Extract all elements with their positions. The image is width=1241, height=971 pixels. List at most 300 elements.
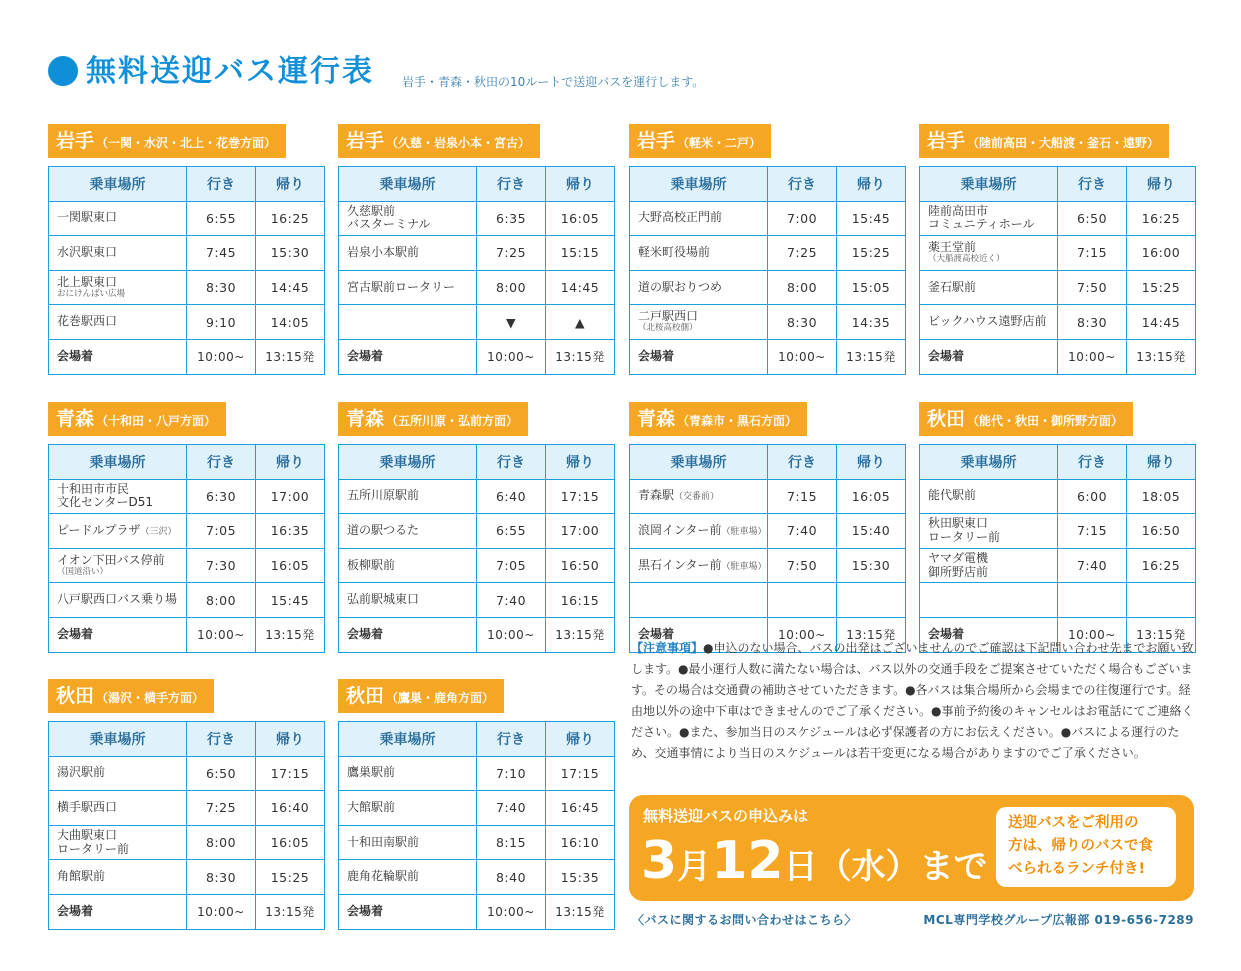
timetable bbox=[48, 166, 325, 375]
stop-name: ヤマダ電機 bbox=[928, 550, 989, 565]
departure-time: 8:30 bbox=[768, 305, 837, 340]
timetable-row bbox=[339, 583, 615, 618]
up-arrow-icon: ▲ bbox=[546, 305, 615, 340]
header-go: 行き bbox=[1058, 445, 1127, 480]
route-block bbox=[48, 402, 324, 643]
departure-time: 6:50 bbox=[1058, 201, 1127, 236]
route-tag bbox=[919, 124, 1169, 158]
departure-time: 6:30 bbox=[187, 479, 256, 514]
return-time: 14:45 bbox=[1127, 305, 1196, 340]
timetable-header-row bbox=[630, 167, 906, 202]
stop-name: ビックハウス遠野店前 bbox=[928, 314, 1047, 329]
route-area: （青森市・黒石方面） bbox=[677, 414, 798, 428]
route-prefecture: 岩手 bbox=[927, 130, 966, 152]
header-back: 帰り bbox=[256, 167, 325, 202]
stop-inline-note: （駐車場） bbox=[721, 527, 767, 538]
route-prefecture: 岩手 bbox=[56, 130, 95, 152]
arrival-time: 10:00~ bbox=[477, 339, 546, 374]
return-time: 15:30 bbox=[837, 548, 906, 583]
departure-time: 7:15 bbox=[1058, 514, 1127, 549]
stop-cell bbox=[49, 270, 187, 305]
stop-name: 水沢駅東口 bbox=[57, 245, 118, 260]
return-time: 16:50 bbox=[1127, 514, 1196, 549]
stop-cell bbox=[630, 514, 768, 549]
return-time: 14:45 bbox=[546, 270, 615, 305]
timetable-row bbox=[920, 305, 1196, 340]
departure-time: 7:05 bbox=[187, 514, 256, 549]
arrival-label: 会場着 bbox=[339, 617, 477, 652]
route-tag bbox=[338, 402, 528, 436]
timetable-row bbox=[339, 270, 615, 305]
route-block bbox=[919, 402, 1195, 643]
header-go: 行き bbox=[187, 445, 256, 480]
stop-cell bbox=[339, 236, 477, 271]
stop-cell bbox=[630, 270, 768, 305]
arrival-label: 会場着 bbox=[49, 339, 187, 374]
arrival-time: 10:00~ bbox=[187, 894, 256, 929]
stop-cell bbox=[339, 270, 477, 305]
stop-cell bbox=[49, 825, 187, 860]
header-back: 帰り bbox=[256, 445, 325, 480]
stop-cell bbox=[49, 305, 187, 340]
route-prefecture: 秋田 bbox=[346, 685, 385, 707]
stop-name: 能代駅前 bbox=[928, 488, 977, 503]
return-time: 16:05 bbox=[256, 548, 325, 583]
stop-cell bbox=[630, 479, 768, 514]
header-stop: 乗車場所 bbox=[630, 445, 768, 480]
departure-time: 7:15 bbox=[1058, 236, 1127, 271]
arrival-label: 会場着 bbox=[630, 339, 768, 374]
header-stop: 乗車場所 bbox=[339, 722, 477, 757]
departure-time: 7:25 bbox=[768, 236, 837, 271]
stop-cell bbox=[339, 791, 477, 826]
departure-from-venue: 13:15発 bbox=[256, 894, 325, 929]
return-time: 14:05 bbox=[256, 305, 325, 340]
return-time: 16:50 bbox=[546, 548, 615, 583]
stop-name: 大館駅前 bbox=[347, 800, 396, 815]
return-time: 15:35 bbox=[546, 860, 615, 895]
return-time: 15:25 bbox=[837, 236, 906, 271]
route-prefecture: 秋田 bbox=[56, 685, 95, 707]
lunch-badge-line1: 送迎バスをご利用の bbox=[1008, 815, 1139, 831]
return-time: 16:00 bbox=[1127, 236, 1196, 271]
timetable bbox=[919, 166, 1196, 375]
route-area: （陸前高田・大船渡・釜石・遠野） bbox=[967, 136, 1160, 150]
contact-line bbox=[632, 911, 1194, 928]
header-stop: 乗車場所 bbox=[339, 445, 477, 480]
timetable-row bbox=[49, 583, 325, 618]
stop-cell bbox=[339, 479, 477, 514]
departure-from-venue: 13:15発 bbox=[1127, 339, 1196, 374]
arrival-label: 会場着 bbox=[339, 894, 477, 929]
route-area: （五所川原・弘前方面） bbox=[386, 414, 519, 428]
timetable-row bbox=[630, 270, 906, 305]
departure-from-venue: 13:15発 bbox=[546, 894, 615, 929]
departure-time: 8:30 bbox=[187, 270, 256, 305]
arrival-row bbox=[49, 339, 325, 374]
return-time: 15:40 bbox=[837, 514, 906, 549]
stop-name: 浪岡インター前 bbox=[638, 523, 722, 538]
header-stop: 乗車場所 bbox=[630, 167, 768, 202]
stop-cell bbox=[630, 236, 768, 271]
page-subtitle: 岩手・青森・秋田の10ルートで送迎バスを運行します。 bbox=[402, 75, 705, 89]
timetable-header-row bbox=[630, 445, 906, 480]
header-go: 行き bbox=[477, 167, 546, 202]
stop-cell bbox=[920, 305, 1058, 340]
timetable-row bbox=[920, 514, 1196, 549]
timetable-row bbox=[630, 514, 906, 549]
arrival-time: 10:00~ bbox=[187, 617, 256, 652]
deadline-day: 12 bbox=[711, 831, 784, 891]
arrival-time: 10:00~ bbox=[768, 617, 837, 652]
timetable-row bbox=[339, 756, 615, 791]
return-time: 16:05 bbox=[546, 201, 615, 236]
departure-time: 8:00 bbox=[187, 825, 256, 860]
stop-cell bbox=[49, 791, 187, 826]
return-time bbox=[837, 583, 906, 618]
timetable bbox=[338, 166, 615, 375]
return-time: 16:10 bbox=[546, 825, 615, 860]
header-stop: 乗車場所 bbox=[49, 445, 187, 480]
stop-cell bbox=[49, 201, 187, 236]
page-title: 無料送迎バス運行表 bbox=[86, 54, 374, 89]
stop-name: 宮古駅前ロータリー bbox=[347, 279, 456, 294]
stop-cell bbox=[339, 201, 477, 236]
departure-time: 7:50 bbox=[768, 548, 837, 583]
timetable-row bbox=[920, 270, 1196, 305]
stop-name: 板柳駅前 bbox=[347, 557, 396, 572]
departure-from-venue: 13:15発 bbox=[546, 339, 615, 374]
stop-name: 黒石インター前 bbox=[638, 557, 722, 572]
return-time: 16:40 bbox=[256, 791, 325, 826]
timetable-row bbox=[630, 479, 906, 514]
stop-cell bbox=[339, 825, 477, 860]
lunch-badge bbox=[996, 807, 1176, 887]
deadline-weekday: （水） bbox=[817, 847, 920, 887]
route-area: （久慈・岩泉小本・宮古） bbox=[386, 136, 531, 150]
stop-name: 北上駅東口 bbox=[57, 274, 118, 289]
departure-time: 8:30 bbox=[1058, 305, 1127, 340]
route-block bbox=[629, 402, 905, 643]
arrival-time: 10:00~ bbox=[768, 339, 837, 374]
stop-name: 一関駅東口 bbox=[57, 210, 118, 225]
stop-name: 久慈駅前 bbox=[347, 203, 396, 218]
timetable bbox=[48, 721, 325, 930]
deadline-day-unit: 日 bbox=[783, 847, 818, 887]
timetable-row bbox=[49, 236, 325, 271]
stop-name: 十和田市市民 bbox=[57, 481, 130, 496]
stop-note: （国道沿い） bbox=[57, 566, 109, 577]
route-block bbox=[48, 679, 324, 920]
timetable bbox=[629, 444, 906, 653]
stop-name: 五所川原駅前 bbox=[347, 488, 420, 503]
departure-time: 7:25 bbox=[477, 236, 546, 271]
return-time: 17:15 bbox=[256, 756, 325, 791]
route-tag bbox=[48, 124, 286, 158]
route-area: （十和田・八戸方面） bbox=[96, 414, 217, 428]
arrival-label: 会場着 bbox=[49, 617, 187, 652]
header-back: 帰り bbox=[1127, 167, 1196, 202]
stop-name: 岩泉小本駅前 bbox=[347, 245, 420, 260]
route-prefecture: 青森 bbox=[56, 408, 95, 430]
arrival-row bbox=[49, 617, 325, 652]
arrival-row bbox=[630, 339, 906, 374]
timetable-row bbox=[339, 236, 615, 271]
stop-cell bbox=[920, 514, 1058, 549]
header-stop: 乗車場所 bbox=[49, 722, 187, 757]
stop-inline-note: （駐車場） bbox=[721, 561, 767, 572]
return-time: 17:15 bbox=[546, 756, 615, 791]
return-time: 16:25 bbox=[256, 201, 325, 236]
route-tag bbox=[919, 402, 1133, 436]
timetable-row bbox=[339, 305, 615, 340]
lunch-badge-line3: べられるランチ付き! bbox=[1008, 861, 1146, 877]
timetable-row bbox=[49, 791, 325, 826]
departure-time: 8:00 bbox=[477, 270, 546, 305]
timetable bbox=[48, 444, 325, 653]
stop-cell bbox=[49, 514, 187, 549]
route-tag bbox=[48, 679, 214, 713]
route-block bbox=[338, 402, 614, 643]
stop-cell bbox=[49, 756, 187, 791]
timetable-header-row bbox=[339, 445, 615, 480]
timetable-row bbox=[920, 201, 1196, 236]
timetable-header-row bbox=[49, 445, 325, 480]
departure-time: 6:55 bbox=[477, 514, 546, 549]
stop-name: 横手駅西口 bbox=[57, 800, 118, 815]
header-back: 帰り bbox=[837, 167, 906, 202]
stop-cell bbox=[49, 583, 187, 618]
timetable-header-row bbox=[339, 167, 615, 202]
departure-time: 7:25 bbox=[187, 791, 256, 826]
header-go: 行き bbox=[1058, 167, 1127, 202]
route-prefecture: 秋田 bbox=[927, 408, 966, 430]
return-time: 15:45 bbox=[256, 583, 325, 618]
stop-name: 鷹巣駅前 bbox=[347, 765, 396, 780]
stop-note: おにけんばい広場 bbox=[57, 288, 126, 299]
stop-name: 青森駅 bbox=[638, 488, 675, 503]
stop-cell bbox=[630, 583, 768, 618]
return-time: 15:45 bbox=[837, 201, 906, 236]
stop-cell bbox=[920, 479, 1058, 514]
route-tag bbox=[338, 124, 540, 158]
departure-time: 7:40 bbox=[477, 791, 546, 826]
departure-from-venue: 13:15発 bbox=[256, 339, 325, 374]
stop-name: 角館駅前 bbox=[57, 869, 106, 884]
return-time: 17:00 bbox=[256, 479, 325, 514]
stop-name: イオン下田バス停前 bbox=[57, 552, 165, 567]
departure-time: 8:15 bbox=[477, 825, 546, 860]
header-go: 行き bbox=[477, 445, 546, 480]
departure-time: 8:00 bbox=[768, 270, 837, 305]
timetable-row bbox=[49, 548, 325, 583]
departure-time: 7:30 bbox=[187, 548, 256, 583]
arrival-label: 会場着 bbox=[920, 617, 1058, 652]
timetable-header-row bbox=[49, 167, 325, 202]
deadline-date bbox=[641, 825, 988, 909]
departure-time: 7:40 bbox=[1058, 548, 1127, 583]
stop-name: 大曲駅東口 bbox=[57, 827, 118, 842]
deadline-banner bbox=[629, 795, 1194, 901]
notes-text: ●申込のない場合、バスの出発はございませんのでご確認は下記問い合わせ先までお願い致します。●最小運行人数に満たない場合は、バス以外の交通手段をご提案させていただく場合もございます。その場合は交通費の補助させていただきます。●各バスは集合場所から会場までの往復運行です。経由地以外の途中下車はできませんのでご了承ください。●事前予約後のキャンセルはお電話にてご連絡ください。●また、参加当日のスケジュールは必ず保護者の方にお伝えください。●バスによる運行のため、交通事情により当日のスケジュールは若干変更になる場合がありますのでご了承ください。 bbox=[631, 641, 1194, 760]
departure-time: 6:35 bbox=[477, 201, 546, 236]
return-time: 16:25 bbox=[1127, 201, 1196, 236]
deadline-lead: 無料送迎バスの申込みは bbox=[643, 807, 809, 825]
timetable-row bbox=[49, 514, 325, 549]
timetable-row bbox=[920, 236, 1196, 271]
return-time: 14:35 bbox=[837, 305, 906, 340]
stop-name: 十和田南駅前 bbox=[347, 834, 420, 849]
stop-cell bbox=[339, 514, 477, 549]
departure-time bbox=[768, 583, 837, 618]
stop-name: 軽米町役場前 bbox=[638, 245, 711, 260]
departure-time: 7:15 bbox=[768, 479, 837, 514]
departure-time: 6:50 bbox=[187, 756, 256, 791]
stop-note: （北桜高校側） bbox=[638, 323, 698, 334]
timetable-row bbox=[49, 270, 325, 305]
stop-name: 八戸駅西口バス乗り場 bbox=[57, 592, 178, 607]
timetable bbox=[629, 166, 906, 375]
header-stop: 乗車場所 bbox=[920, 445, 1058, 480]
departure-from-venue: 13:15発 bbox=[256, 617, 325, 652]
timetable-row bbox=[49, 201, 325, 236]
timetable-row bbox=[49, 860, 325, 895]
stop-name: 薬王堂前 bbox=[928, 240, 977, 255]
timetable bbox=[338, 721, 615, 930]
stop-name: 二戸駅西口 bbox=[638, 309, 699, 324]
stop-note: （大船渡高校近く） bbox=[928, 254, 1005, 264]
return-time: 16:05 bbox=[256, 825, 325, 860]
stop-cell bbox=[630, 305, 768, 340]
stop-cell bbox=[920, 201, 1058, 236]
return-time: 14:45 bbox=[256, 270, 325, 305]
return-time: 17:15 bbox=[546, 479, 615, 514]
timetable-header-row bbox=[339, 722, 615, 757]
arrival-label: 会場着 bbox=[630, 617, 768, 652]
departure-time: 7:40 bbox=[768, 514, 837, 549]
timetable-row bbox=[49, 305, 325, 340]
header-go: 行き bbox=[187, 167, 256, 202]
header-go: 行き bbox=[768, 167, 837, 202]
notes-block bbox=[631, 638, 1197, 764]
stop-cell bbox=[49, 236, 187, 271]
down-arrow-icon: ▼ bbox=[477, 305, 546, 340]
header-stop: 乗車場所 bbox=[920, 167, 1058, 202]
stop-name: 大野高校正門前 bbox=[638, 210, 723, 225]
timetable-row bbox=[339, 860, 615, 895]
stop-name-line2: 御所野店前 bbox=[928, 564, 989, 579]
stop-cell bbox=[920, 548, 1058, 583]
stop-cell bbox=[49, 548, 187, 583]
arrival-label: 会場着 bbox=[920, 339, 1058, 374]
departure-time: 7:40 bbox=[477, 583, 546, 618]
stop-cell bbox=[920, 583, 1058, 618]
return-time: 16:15 bbox=[546, 583, 615, 618]
stop-cell bbox=[339, 305, 477, 340]
stop-cell bbox=[630, 548, 768, 583]
timetable-row bbox=[920, 479, 1196, 514]
return-time: 15:05 bbox=[837, 270, 906, 305]
timetable-row bbox=[339, 791, 615, 826]
arrival-time: 10:00~ bbox=[477, 894, 546, 929]
timetable bbox=[919, 444, 1196, 653]
departure-time: 8:40 bbox=[477, 860, 546, 895]
return-time: 15:25 bbox=[256, 860, 325, 895]
departure-time: 7:00 bbox=[768, 201, 837, 236]
return-time: 15:15 bbox=[546, 236, 615, 271]
stop-name: 釜石駅前 bbox=[928, 279, 977, 294]
departure-from-venue: 13:15発 bbox=[546, 617, 615, 652]
header-stop: 乗車場所 bbox=[339, 167, 477, 202]
page-heading bbox=[48, 52, 704, 92]
timetable bbox=[338, 444, 615, 653]
timetable-row bbox=[630, 236, 906, 271]
departure-time bbox=[1058, 583, 1127, 618]
deadline-month: 3 bbox=[641, 831, 678, 891]
header-go: 行き bbox=[187, 722, 256, 757]
route-prefecture: 青森 bbox=[346, 408, 385, 430]
timetable-row bbox=[339, 548, 615, 583]
timetable-row bbox=[630, 583, 906, 618]
deadline-until: まで bbox=[919, 847, 988, 887]
stop-cell bbox=[339, 548, 477, 583]
timetable-row bbox=[339, 201, 615, 236]
deadline-month-unit: 月 bbox=[677, 847, 712, 887]
route-area: （軽米・二戸） bbox=[677, 136, 762, 150]
stop-inline-note: （交番前） bbox=[674, 492, 720, 503]
route-block bbox=[338, 679, 614, 920]
stop-name-line2: ロータリー前 bbox=[928, 529, 1001, 544]
return-time: 18:05 bbox=[1127, 479, 1196, 514]
route-prefecture: 岩手 bbox=[637, 130, 676, 152]
route-block bbox=[48, 124, 324, 365]
header-go: 行き bbox=[477, 722, 546, 757]
return-time: 16:25 bbox=[1127, 548, 1196, 583]
timetable-header-row bbox=[920, 445, 1196, 480]
arrival-row bbox=[339, 339, 615, 374]
arrival-row bbox=[49, 894, 325, 929]
departure-time: 6:40 bbox=[477, 479, 546, 514]
timetable-header-row bbox=[49, 722, 325, 757]
return-time: 16:05 bbox=[837, 479, 906, 514]
header-back: 帰り bbox=[256, 722, 325, 757]
stop-cell bbox=[339, 860, 477, 895]
departure-time: 7:45 bbox=[187, 236, 256, 271]
header-go: 行き bbox=[768, 445, 837, 480]
route-block bbox=[919, 124, 1195, 365]
timetable-row bbox=[49, 825, 325, 860]
stop-name: ピードルプラザ bbox=[57, 523, 141, 538]
return-time: 16:35 bbox=[256, 514, 325, 549]
departure-time: 7:05 bbox=[477, 548, 546, 583]
arrival-time: 10:00~ bbox=[1058, 339, 1127, 374]
route-prefecture: 岩手 bbox=[346, 130, 385, 152]
stop-name: 湯沢駅前 bbox=[57, 765, 106, 780]
stop-cell bbox=[920, 236, 1058, 271]
timetable-row bbox=[630, 305, 906, 340]
arrival-label: 会場着 bbox=[339, 339, 477, 374]
departure-time: 8:30 bbox=[187, 860, 256, 895]
departure-time: 7:10 bbox=[477, 756, 546, 791]
arrival-time: 10:00~ bbox=[477, 617, 546, 652]
route-prefecture: 青森 bbox=[637, 408, 676, 430]
departure-from-venue: 13:15発 bbox=[837, 339, 906, 374]
departure-time: 6:55 bbox=[187, 201, 256, 236]
return-time bbox=[1127, 583, 1196, 618]
stop-name: 秋田駅東口 bbox=[928, 516, 989, 531]
route-area: （能代・秋田・御所野方面） bbox=[967, 414, 1124, 428]
stop-name-line2: バスターミナル bbox=[347, 217, 431, 232]
